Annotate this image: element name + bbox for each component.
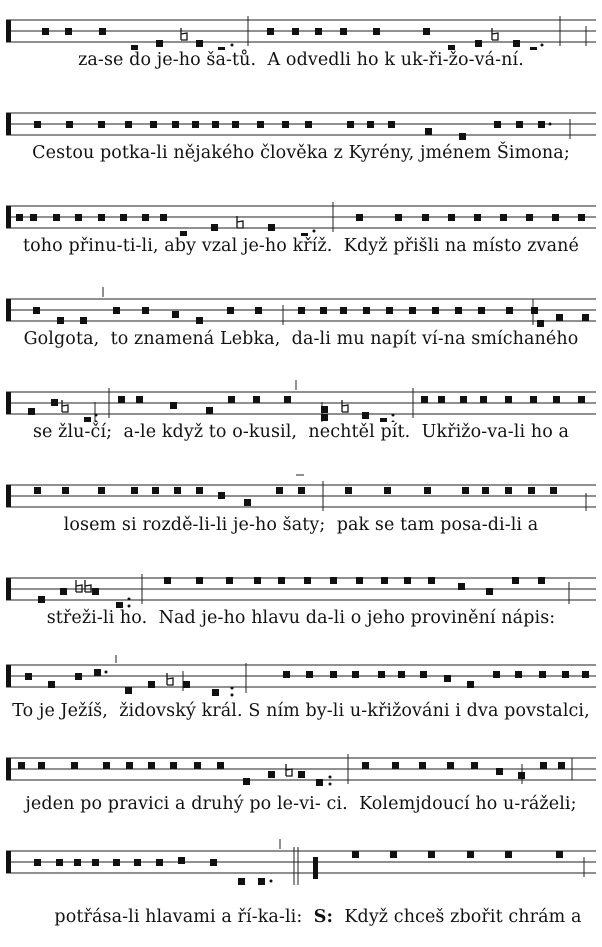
lyric-line: střeži-li ho. Nad je-ho hlavu da-li o jeho provinění nápis: <box>46 608 556 628</box>
chant-system <box>0 279 602 372</box>
lyric-line: Golgota, to znamená Lebka, da-li mu napít ví-na smíchaného <box>23 329 579 349</box>
chant-staff <box>0 93 602 143</box>
lyric-line: jeden po pravici a druhý po le-vi- ci. Kolemjdoucí ho u-ráželi; <box>25 794 577 814</box>
chant-system <box>0 186 602 279</box>
chant-system <box>0 372 602 465</box>
chant-staff <box>0 837 602 887</box>
lyric-line: se žlu-čí; a-le když to o-kusil, nechtěl pít. Ukřižo-va-li ho a <box>32 422 570 442</box>
lyric-line <box>0 887 602 947</box>
chant-staff <box>0 279 602 329</box>
lyric-line: losem si rozdě-li-li je-ho šaty; pak se tam posa-di-li a <box>63 515 539 535</box>
chant-system <box>0 0 602 93</box>
lyric-line: To je Ježíš, židovský král. S ním by-li u-křižováni i dva povstalci, <box>12 701 590 721</box>
chant-system <box>0 465 602 558</box>
section-marker: S: <box>313 907 334 927</box>
lyric-text: potřása-li hlavami a ří-ka-li: <box>54 907 303 927</box>
chant-system <box>0 558 602 651</box>
chant-staff <box>0 744 602 794</box>
lyric-line: toho přinu-ti-li, aby vzal je-ho kříž. Když přišli na místo zvané <box>23 236 579 256</box>
chant-staff <box>0 372 602 422</box>
lyric-line: za-se do je-ho ša-tů. A odvedli ho k uk-ři-žo-vá-ní. <box>78 50 524 70</box>
chant-system <box>0 744 602 837</box>
chant-staff <box>0 465 602 515</box>
chant-system <box>0 93 602 186</box>
chant-staff <box>0 651 602 701</box>
lyric-line: Cestou potka-li nějakého člověka z Kyrény, jménem Šimona; <box>32 143 570 163</box>
chant-system <box>0 651 602 744</box>
chant-staff <box>0 0 602 50</box>
chant-system <box>0 837 602 930</box>
chant-staff <box>0 186 602 236</box>
lyric-text: Když chceš zbořit chrám a <box>344 907 582 927</box>
chant-staff <box>0 558 602 608</box>
